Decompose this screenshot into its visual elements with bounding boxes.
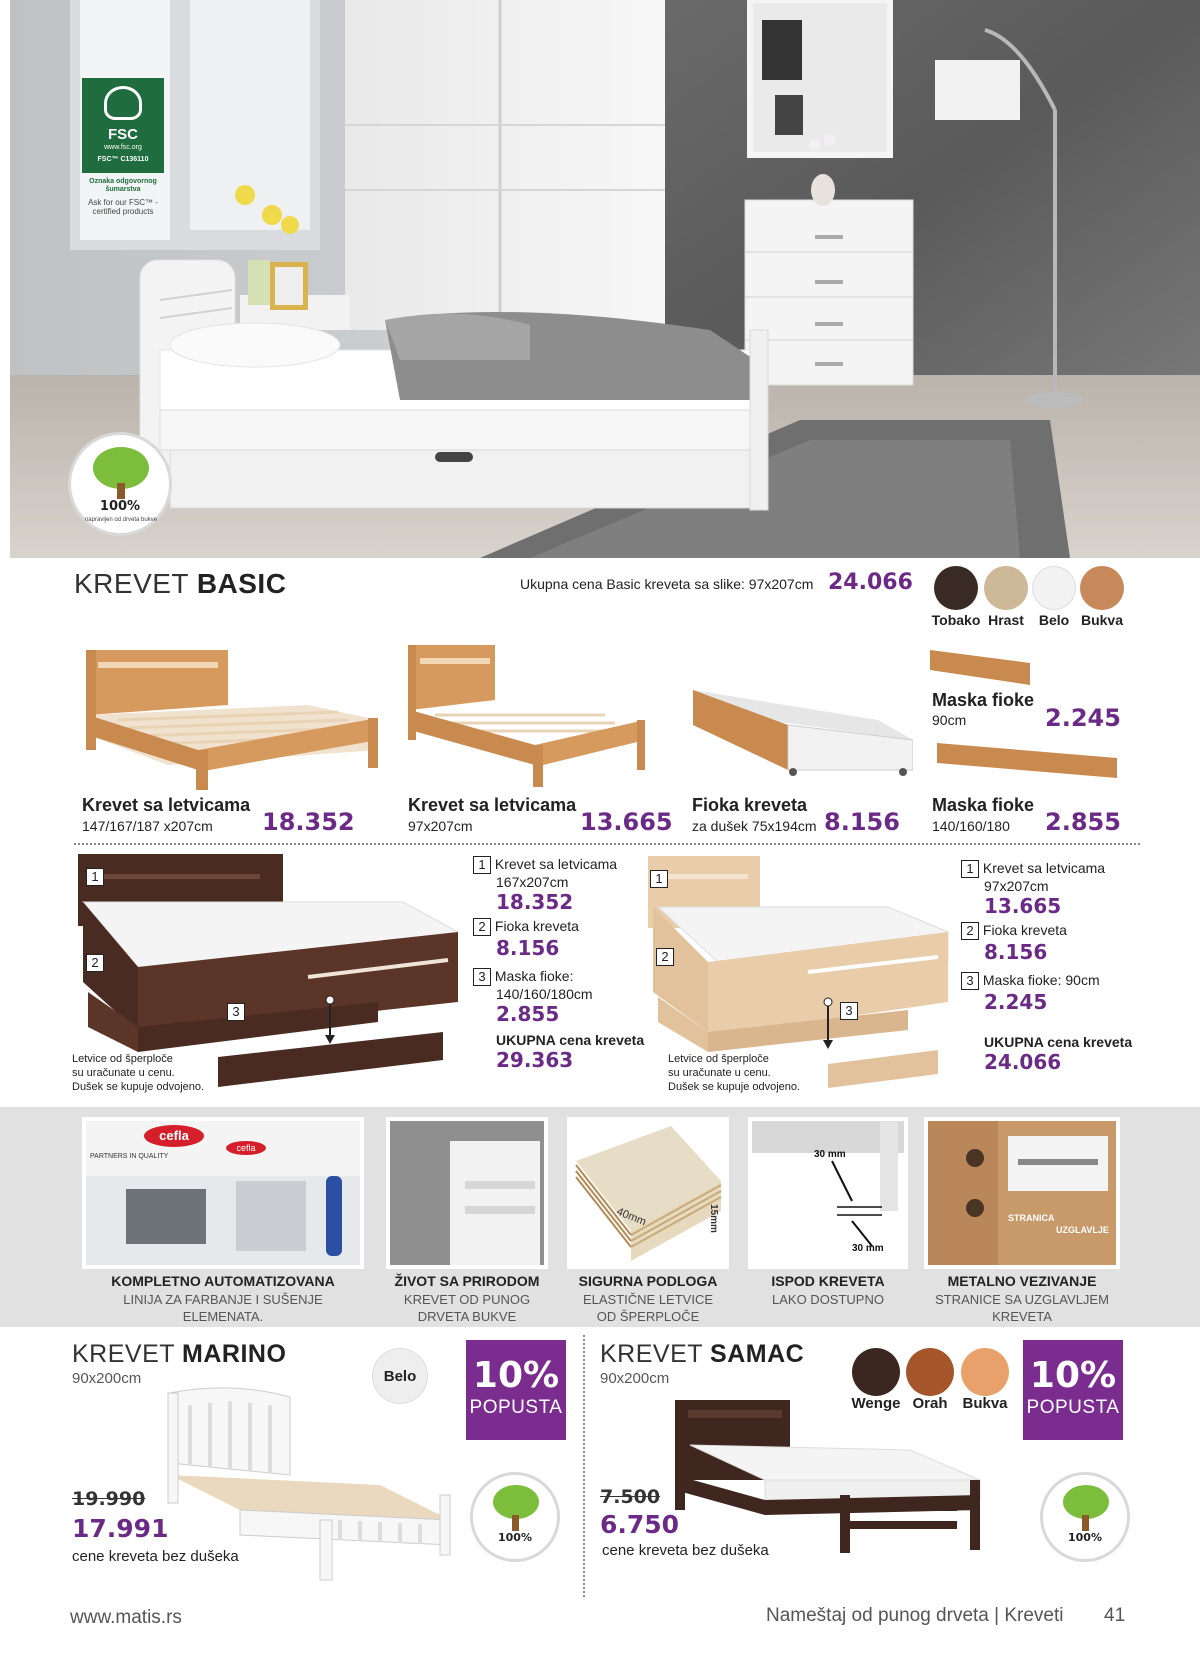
dim-30mm-bottom: 30 mm (852, 1243, 884, 1254)
set-left-specs (473, 856, 653, 1072)
badge-percent: 100% (498, 1531, 532, 1544)
product-3-dim: za dušek 75x194cm (692, 818, 817, 834)
marino-discount-label: POPUSTA (469, 1397, 563, 1418)
marino-discount-percent: 10% (472, 1355, 560, 1396)
footer-website[interactable]: www.matis.rs (70, 1607, 182, 1628)
product-1-name: Krevet sa letvicama (82, 795, 251, 815)
swatch-label-bukva: Bukva (1080, 612, 1124, 628)
samac-discount-percent: 10% (1029, 1355, 1117, 1396)
feature-image-plywood (567, 1117, 729, 1269)
set-right-item-1: 1 Krevet sa letvicama (961, 860, 1141, 878)
hero-photo (10, 0, 1200, 558)
feature-2-title: ŽIVOT SA PRIRODOM (394, 1273, 540, 1289)
product-2-dim: 97x207cm (408, 818, 473, 834)
bolt-hole (966, 1149, 984, 1167)
badge-percent: 100% (91, 499, 149, 514)
bed-post (450, 1141, 540, 1265)
beech-wood-badge (68, 432, 172, 536)
marino-new-price: 17.991 (72, 1514, 169, 1543)
samac-new-price: 6.750 (600, 1510, 680, 1539)
set-right-item-2-price: 8.156 (984, 940, 1048, 964)
basic-total-label: Ukupna cena Basic kreveta sa slike: 97x207cm (520, 576, 814, 592)
samac-old-price: 7.500 (600, 1486, 661, 1508)
swatch-label-belo: Belo (1038, 612, 1070, 628)
feature-3-title: SIGURNA PODLOGA (578, 1273, 718, 1289)
dim-40mm: 40mm (614, 1205, 648, 1229)
basic-total-price: 24.066 (828, 570, 913, 595)
set-left-total-price: 29.363 (496, 1048, 574, 1072)
feature-image-bed-corner (386, 1117, 548, 1269)
feature-3-sub-2: OD ŠPERPLOČE (596, 1309, 700, 1324)
slat-2 (465, 1206, 535, 1214)
cefla-logo: cefla (144, 1125, 204, 1147)
marino-title (72, 1340, 286, 1369)
marino-title-bold: MARINO (182, 1340, 287, 1368)
bed-drawer-image (688, 680, 913, 780)
marino-discount-badge (466, 1340, 566, 1440)
samac-title (600, 1340, 804, 1369)
double-bed-frame-image (78, 640, 388, 790)
set-left-item-2-price: 8.156 (496, 936, 560, 960)
set-right-item-1-dim: 97x207cm (984, 878, 1049, 894)
label-stranica: STRANICA (1008, 1213, 1055, 1223)
feature-4-sub: LAKO DOSTUPNO (772, 1292, 884, 1307)
set-left-item-3-price: 2.855 (496, 1002, 560, 1026)
feature-image-metal-joint (924, 1117, 1120, 1269)
product-3-name: Fioka kreveta (692, 795, 808, 815)
set-left-item-2: 2 Fioka kreveta (473, 918, 653, 936)
product-3-price: 8.156 (824, 808, 900, 836)
tree-icon (493, 1485, 539, 1519)
tree-icon (1063, 1485, 1109, 1519)
set-right-item-3-price: 2.245 (984, 990, 1048, 1014)
set-left-item-3: 3 Maska fioke: (473, 968, 653, 986)
single-bed-frame-image (405, 640, 655, 790)
marker-2-left: 2 (86, 952, 104, 972)
section-divider (74, 843, 1140, 845)
marino-title-light: KREVET (72, 1340, 175, 1368)
bolt-hole-2 (966, 1199, 984, 1217)
product-5-price: 2.855 (1045, 808, 1121, 836)
samac-swatch-label-orah: Orah (912, 1395, 948, 1412)
column-divider (583, 1335, 585, 1597)
marker-1-right: 1 (650, 868, 668, 888)
feature-1-title: KOMPLETNO AUTOMATIZOVANA (111, 1273, 335, 1289)
samac-price-note: cene kreveta bez dušeka (602, 1542, 769, 1559)
samac-beech-badge (1040, 1472, 1130, 1562)
cefla-tagline: PARTNERS IN QUALITY (90, 1153, 169, 1160)
swatch-hrast[interactable] (984, 566, 1028, 610)
samac-swatch-label-bukva: Bukva (962, 1395, 1008, 1412)
feature-2-sub-1: KREVET OD PUNOG (403, 1292, 531, 1307)
machine-block (126, 1189, 206, 1244)
set-left-item-1-price: 18.352 (496, 890, 574, 914)
set-left-total-label: UKUPNA cena kreveta (496, 1032, 645, 1048)
dim-30mm-top: 30 mm (814, 1149, 846, 1160)
set-right-item-3: 3 Maska fioke: 90cm (961, 972, 1141, 990)
basic-title (74, 568, 286, 600)
product-1-dim: 147/167/187 x207cm (82, 818, 213, 834)
swatch-label-hrast: Hrast (988, 612, 1024, 628)
swatch-tobako[interactable] (934, 566, 978, 610)
feature-image-factory (82, 1117, 364, 1269)
marker-3-right: 3 (840, 1000, 858, 1020)
marino-price-note: cene kreveta bez dušeka (72, 1548, 239, 1565)
marker-2-right: 2 (656, 946, 674, 966)
machine-block-2 (236, 1181, 306, 1251)
swatch-bukva[interactable] (1080, 566, 1124, 610)
slat (465, 1181, 535, 1189)
marino-dim: 90x200cm (72, 1370, 142, 1387)
feature-5-sub-1: STRANICE SA UZGLAVLJEM (935, 1292, 1109, 1307)
feature-1-sub: LINIJA ZA FARBANJE I SUŠENJE ELEMENATA. (123, 1292, 323, 1324)
swatch-label-tobako: Tobako (931, 612, 981, 628)
badge-ring-text: napravljen od drveta bukve (84, 517, 158, 523)
fsc-code: FSC™ C136110 (97, 156, 149, 163)
product-4-dim: 90cm (932, 712, 967, 728)
feature-4-title: ISPOD KREVETA (771, 1273, 885, 1289)
label-uzglavlje: UZGLAVLJE (1056, 1225, 1109, 1235)
product-4-price: 2.245 (1045, 704, 1121, 732)
product-4-name: Maska fioke (932, 690, 1035, 710)
product-5-name: Maska fioke (932, 795, 1035, 815)
samac-swatch-orah[interactable] (906, 1348, 954, 1396)
bedroom-scene-illustration (10, 0, 1200, 558)
drawer-mask-140-image (932, 738, 1122, 778)
set-left-item-1: 1 Krevet sa letvicama (473, 856, 653, 874)
basic-title-light: KREVET (74, 568, 189, 599)
note-right: Letvice od šperploče su uračunate u cenu. Dušek se kupuje odvojeno. (668, 1053, 801, 1093)
cefla-logo-2: cefla (226, 1141, 266, 1155)
set-right-specs (961, 860, 1141, 1074)
note-left: Letvice od šperploče su uračunate u cenu. Dušek se kupuje odvojeno. (72, 1053, 205, 1093)
set-right-item-1-price: 13.665 (984, 894, 1062, 918)
marino-swatch-label: Belo (383, 1368, 417, 1385)
marker-3-left: 3 (227, 1001, 245, 1021)
product-1-price: 18.352 (262, 808, 355, 836)
set-left-item-3-dim: 140/160/180cm (496, 986, 593, 1002)
feature-image-under-bed (748, 1117, 908, 1269)
samac-swatch-label-wenge: Wenge (851, 1395, 901, 1412)
samac-bed-image (670, 1395, 990, 1555)
fsc-site: www.fsc.org (104, 144, 142, 151)
marker-1-left: 1 (86, 866, 104, 886)
tree-trunk (512, 1515, 519, 1531)
samac-title-light: KREVET (600, 1340, 703, 1368)
badge-percent: 100% (1068, 1531, 1102, 1544)
fsc-tree-icon (104, 86, 142, 120)
swatch-belo[interactable] (1032, 566, 1076, 610)
feature-3-sub-1: ELASTIČNE LETVICE (582, 1292, 714, 1307)
feature-5-sub-2: KREVETA (992, 1309, 1052, 1324)
set-right-total-price: 24.066 (984, 1050, 1062, 1074)
metal-bolt (1018, 1159, 1098, 1165)
fsc-caption: Oznaka odgovornog šumarstva (89, 178, 157, 193)
side-panel (928, 1121, 998, 1265)
marino-beech-badge (470, 1472, 560, 1562)
feature-2-sub-2: DRVETA BUKVE (417, 1309, 517, 1324)
features-band (0, 1107, 1200, 1327)
fsc-logo (82, 78, 164, 173)
fsc-logo-text: FSC (108, 126, 138, 143)
samac-title-bold: SAMAC (710, 1340, 805, 1368)
feature-5-title: METALNO VEZIVANJE (947, 1273, 1097, 1289)
tree-trunk (1082, 1515, 1089, 1531)
footer-page-number: 41 (1104, 1605, 1126, 1626)
samac-swatch-bukva[interactable] (961, 1348, 1009, 1396)
product-5-dim: 140/160/180 (932, 818, 1010, 834)
samac-discount-label: POPUSTA (1026, 1397, 1120, 1418)
samac-dim: 90x200cm (600, 1370, 670, 1387)
fsc-caption-2: Ask for our FSC™ -certified products (88, 198, 158, 216)
set-right-total-label: UKUPNA cena kreveta (984, 1034, 1133, 1050)
marino-old-price: 19.990 (72, 1488, 146, 1510)
product-2-name: Krevet sa letvicama (408, 795, 577, 815)
product-2-price: 13.665 (580, 808, 673, 836)
samac-swatch-wenge[interactable] (852, 1348, 900, 1396)
basic-title-bold: BASIC (196, 568, 287, 599)
samac-discount-badge (1023, 1340, 1123, 1440)
plywood-layers-image (571, 1121, 725, 1265)
worker-figure (326, 1176, 342, 1256)
set-right-item-2: 2 Fioka kreveta (961, 922, 1141, 940)
drawer-mask-90-image (925, 645, 1035, 685)
set-left-item-1-dim: 167x207cm (496, 874, 569, 890)
dim-15mm: 15mm (707, 1204, 719, 1233)
footer-section: Nameštaj od punog drveta | Kreveti (766, 1605, 1064, 1626)
